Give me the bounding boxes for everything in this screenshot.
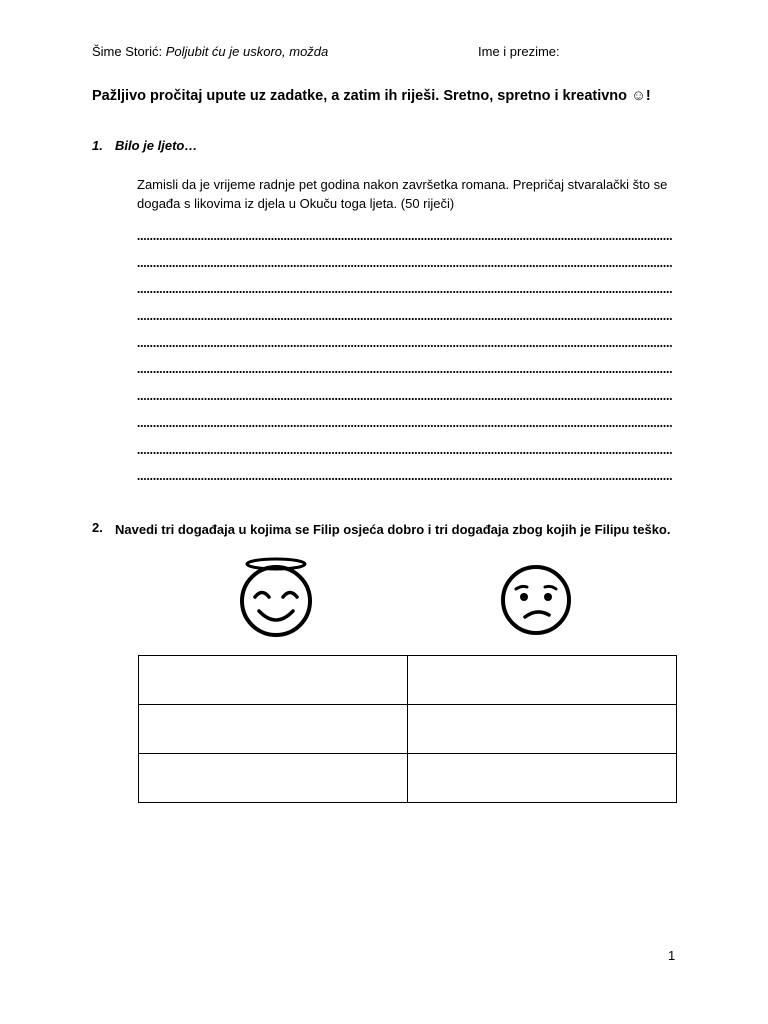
instructions-end: ! (645, 88, 651, 104)
task2-instructions: Navedi tri događaja u kojima se Filip osjeća dobro i tri događaja zbog kojih je Filipu teško. (115, 522, 671, 537)
answer-line[interactable] (137, 474, 673, 501)
answer-line[interactable] (137, 287, 673, 314)
task1-instructions: Zamisli da je vrijeme radnje pet godina nakon završetka romana. Prepričaj stvaralački što se događa s likovima iz djela u Okuču toga ljeta. (50 riječi) (137, 177, 668, 211)
task1-title: Bilo je ljeto… (115, 138, 198, 153)
answer-line[interactable] (137, 234, 673, 261)
task2-answer-table (138, 655, 677, 803)
good-event-cell[interactable] (139, 754, 408, 803)
answer-line[interactable] (137, 341, 673, 368)
dotted-line (137, 398, 673, 400)
hard-event-cell[interactable] (408, 656, 677, 705)
task2-number: 2. (92, 520, 103, 535)
good-event-cell[interactable] (139, 705, 408, 754)
name-field-label: Ime i prezime: (478, 44, 560, 59)
answer-line[interactable] (137, 421, 673, 448)
author-name: Šime Storić: (92, 44, 166, 59)
task1-answer-lines (137, 234, 673, 501)
instructions-text: Pažljivo pročitaj upute uz zadatke, a zatim ih riješi. Sretno, spretno i kreativno (92, 88, 632, 104)
table-row (139, 754, 677, 803)
dotted-line (137, 478, 673, 480)
dotted-line (137, 238, 673, 240)
book-title: Poljubit ću je uskoro, možda (165, 44, 329, 59)
header-book-info (92, 44, 328, 59)
answer-line[interactable] (137, 448, 673, 475)
dotted-line (137, 371, 673, 373)
page-number: 1 (668, 948, 676, 963)
hard-event-cell[interactable] (408, 754, 677, 803)
answer-line[interactable] (137, 367, 673, 394)
smiley-icon: ☺ (631, 88, 646, 104)
answer-line[interactable] (137, 314, 673, 341)
dotted-line (137, 345, 673, 347)
dotted-line (137, 291, 673, 293)
worried-face-icon (496, 564, 576, 636)
happy-angel-face-icon (235, 555, 317, 637)
instructions (92, 88, 651, 104)
table-row (139, 705, 677, 754)
dotted-line (137, 425, 673, 427)
table-row (139, 656, 677, 705)
dotted-line (137, 452, 673, 454)
dotted-line (137, 265, 673, 267)
answer-line[interactable] (137, 394, 673, 421)
hard-event-cell[interactable] (408, 705, 677, 754)
task1-number: 1. (92, 138, 103, 153)
good-event-cell[interactable] (139, 656, 408, 705)
dotted-line (137, 318, 673, 320)
answer-line[interactable] (137, 261, 673, 288)
